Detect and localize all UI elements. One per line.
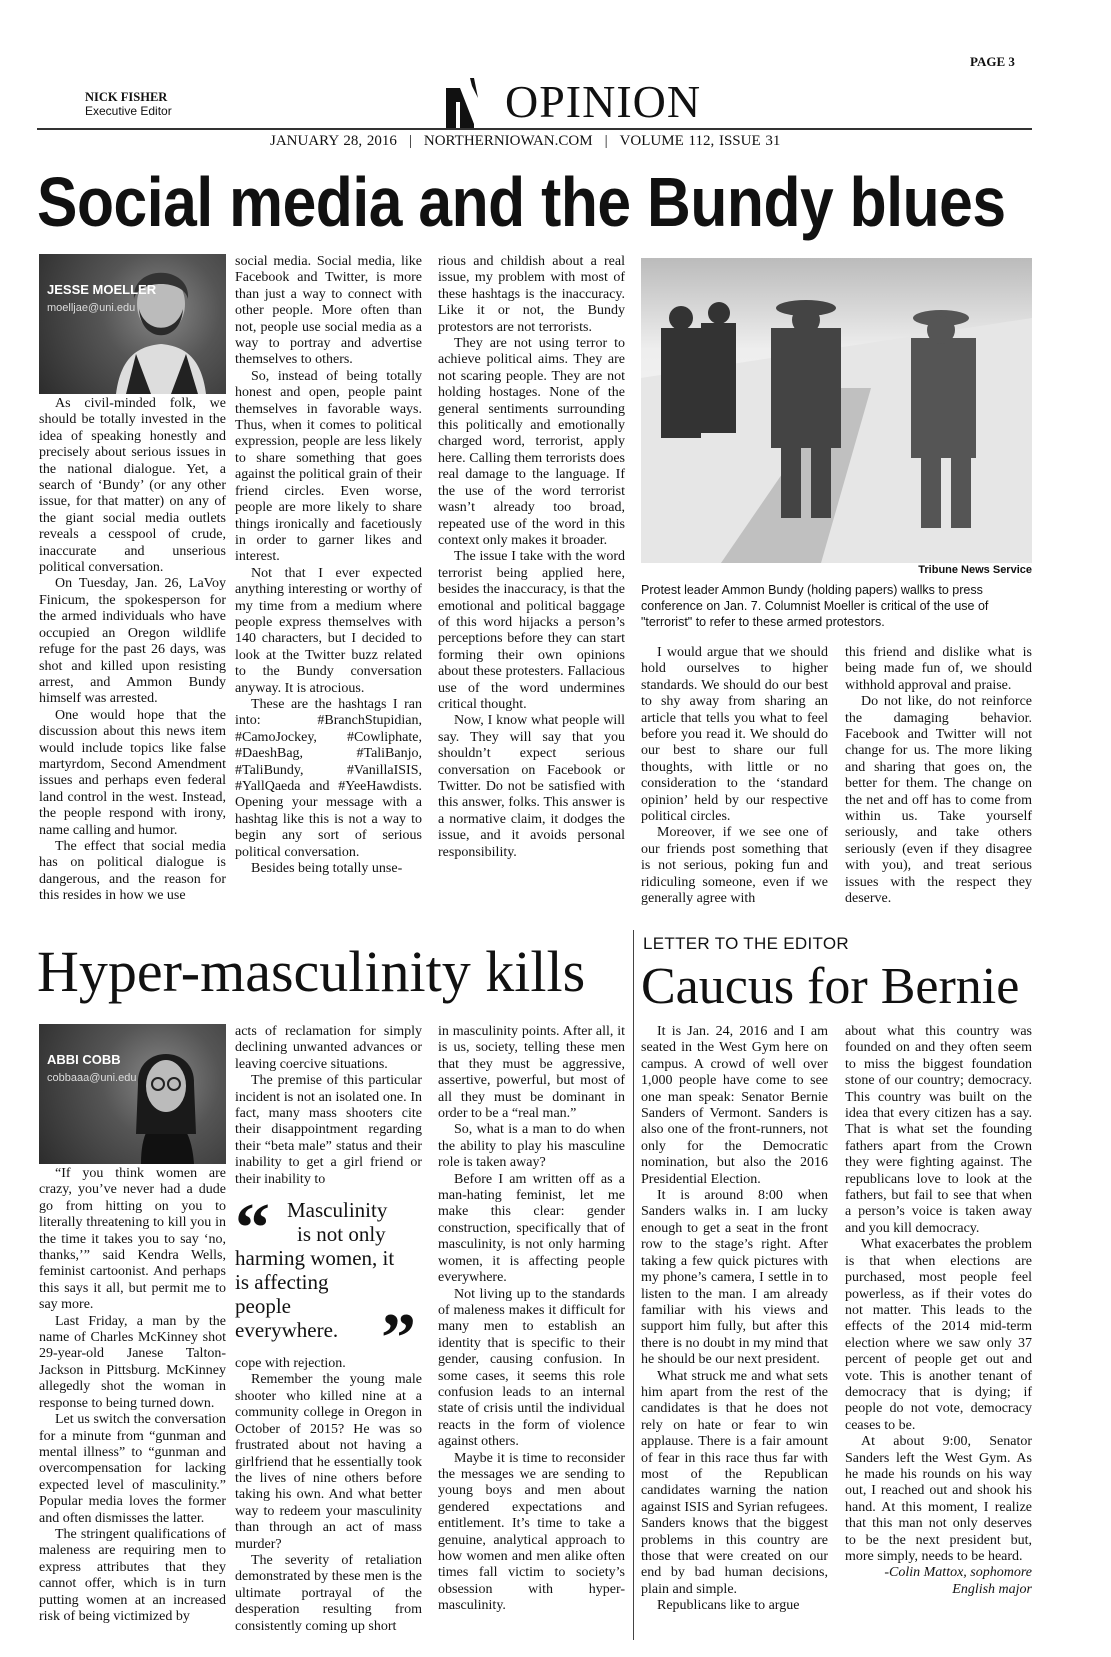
volume-issue: VOLUME 112, ISSUE 31: [619, 133, 781, 149]
paragraph: Remember the young male shooter who killed nine at a community college in Oregon in October of 2015? He was so frustrated about not having a girlfriend that he essentially took the lives of nine others before taking his own. And what better way to redeem your masculinity than through an act of mass murder?: [235, 1372, 422, 1552]
paragraph: about what this country was founded on and they often seem to miss the biggest foundation stone of our country; democracy. This country was built on the idea that every citizen has a say. That is what set the founding fathers apart from the Crown they were fighting against. The republicans love to look at the fathers, but fail to see that when a person’s voice is taken away and you kill democracy.: [845, 1024, 1032, 1236]
paragraph: They are not using terror to achieve political aims. They are not scaring people. They are not holding hostages. None of the general sentiments surrounding this politically and emotionally charged word, terrorist, apply here. Calling them terrorists does real damage to the language. If the use of the word terrorist wasn’t already too broad, repeated use of the word in this context only makes it broader.: [438, 336, 625, 548]
article2-column-1: [39, 1024, 226, 1625]
column-text: [641, 1024, 828, 1615]
paragraph: On Tuesday, Jan. 26, LaVoy Finicum, the spokesperson for the armed individuals who have occupied an Oregon wildlife refuge for the past 26 days, was shot and killed upon resisting arrest, and Ammon Bundy himself was arrested.: [39, 576, 226, 707]
paragraph: One would hope that the discussion about this news item would include topics like false martyrdom, Second Amendment issues and perhaps even federal land control in the west. Instead, the people respond with irony, name calling and humor.: [39, 707, 226, 838]
column-text: [641, 645, 828, 908]
section-title: OPINION: [505, 76, 702, 127]
pull-quote-line: is affecting: [235, 1270, 329, 1295]
paragraph: Do not like, do not reinforce the damaging behavior. Facebook and Twitter will not change for us. The more liking and sharing that goes on, the better for them. The change on the net and off has to come from within us. Take yourself seriously, and take others seriously (even if they disagree with you), and treat serious issues with the respect they deserve.: [845, 694, 1032, 907]
letter-signature-major: English major: [952, 1581, 1032, 1597]
author-portrait-icon: [106, 254, 216, 394]
separator: |: [408, 133, 412, 149]
paragraph: The issue I take with the word terrorist being applied here, besides the inaccuracy, is that the emotional and political baggage of this word hijacks a person’s perceptions before they can start forming their own opinions about these protesters. Fallacious use of the word undermines critical thought.: [438, 549, 625, 712]
paragraph: The effect that social media has on political dialogue is dangerous, and the reason for this resides in how we use: [39, 838, 226, 904]
letter-column-2: [845, 1024, 1032, 1598]
paragraph: rious and childish about a real issue, my problem with most of these hashtags is the inaccuracy. Like it or not, the Bundy protestors are not terrorists.: [438, 254, 625, 335]
paragraph: Besides being totally unse-: [251, 861, 403, 877]
author-photo: [39, 254, 226, 394]
paragraph: These are the hashtags I ran into: #BranchStupidian, #CamoJockey, #Cowliphate, #DaeshBag, #TaliBanjo, #TaliBundy, #VanillaISIS, #YallQaeda and #YeeHawdists. Opening your message with a hashtag like this is not a way to begin any sort of serious political conversation.: [235, 696, 422, 860]
letter-kicker: LETTER TO THE EDITOR: [643, 934, 849, 953]
pull-quote-line: everywhere.: [235, 1318, 339, 1343]
editor-title: Executive Editor: [85, 104, 172, 118]
news-photo: [641, 258, 1032, 563]
letter-signature: -Colin Mattox, sophomore: [884, 1565, 1032, 1581]
newspaper-logo-icon: [446, 78, 486, 128]
separator: |: [604, 133, 608, 149]
website-link: NORTHERNIOWAN.COM: [423, 133, 593, 149]
author-name: ABBI COBB: [47, 1052, 121, 1067]
letter-column-1: [641, 1024, 828, 1615]
paragraph: I would argue that we should hold ourselves to higher standards. We should do our best to shy away from sharing an article that tells you what to feel before you read it. We should do our best to share our full thoughts, with little or no consideration to the ‘standard opinion’ held by our respective political circles.: [641, 645, 828, 825]
column-text: [235, 254, 422, 877]
paragraph: cope with rejection.: [235, 1356, 346, 1372]
paragraph: this friend and dislike what is being made fun of, we should withhold approval and praise.: [845, 645, 1032, 693]
paragraph: As civil-minded folk, we should be totally invested in the idea of speaking honestly and precisely about serious issues in the national dialogue. Yet, a search of ‘Bundy’ (or any other issue, for that matter) on any of the giant social media outlets reveals a cesspool of crude, inaccurate and unserious political conversation.: [39, 396, 226, 576]
paragraph: At about 9:00, Senator Sanders left the West Gym. As he made his rounds on his way out, I reached out and shook his hand. At this moment, I realize that this man not only deserves to be the next president but, more simply, needs to be heard.: [845, 1434, 1032, 1564]
paragraph: Not that I ever expected anything interesting or worthy of my time from a medium where people express themselves with 140 characters, but I decided to look at the Twitter buzz related to the Bundy conversation anyway. It is atrocious.: [235, 565, 422, 696]
paragraph: The severity of retaliation demonstrated by these men is the ultimate portrayal of the desperation resulting from consistently coming up short: [235, 1552, 422, 1634]
photo-caption: Protest leader Ammon Bundy (holding papers) wallks to press conference on Jan. 7. Columnist Moeller is critical of the use of "terrorist" to refer to these armed protestors.: [641, 583, 989, 629]
column-text: [39, 1166, 226, 1625]
paragraph: acts of reclamation for simply declining unwanted advances or leaving coercive situations.: [235, 1024, 422, 1072]
article-headline: Hyper-masculinity kills: [37, 939, 586, 1004]
pull-quote-line: Masculinity: [287, 1198, 388, 1223]
page-number: PAGE 3: [970, 54, 1015, 69]
close-quote-icon: ”: [381, 1300, 416, 1378]
paragraph: So, instead of being totally honest and open, people paint themselves in favorable ways. Thus, when it comes to political expression, people are less likely to share something that goes against the political grain of their friend circles. Even worse, people are more likely to share things ironically and facetiously in order to garner likes and interest.: [235, 368, 422, 565]
article1-column-4: [641, 645, 828, 908]
article2-column-2: [235, 1024, 422, 1635]
paragraph: The stringent qualifications of maleness are requiring men to express attributes that they cannot offer, which is in turn putting women at an increased risk of being victimized by: [39, 1526, 226, 1624]
paragraph: Last Friday, a man by the name of Charles McKinney shot 29-year-old Janese Talton-Jackson in Pittsburg. McKinney allegedly shot the woman in response to being turned down.: [39, 1313, 226, 1411]
article1-column-1: [39, 254, 226, 905]
paragraph: Let us switch the conversation for a minute from “gunman and mental illness” to “gunman and overcompensation for lacking expected level of masculinity.” Popular media loves the former and often dismisses the latter.: [39, 1412, 226, 1526]
paragraph: It is around 8:00 when Sanders walks in. I am lucky enough to get a seat in the front row to the stage’s right. After taking a few quick pictures with my phone’s camera, I settle in to listen to the man. I am already familiar with his views and support him fully, but after this there is no doubt in my mind that he should be our next president.: [641, 1188, 828, 1368]
column-text: [845, 645, 1032, 908]
author-email[interactable]: moelljae@uni.edu: [47, 302, 136, 314]
paragraph: What exacerbates the problem is that when elections are purchased, most people feel powerless, as if their votes do not matter. This leads to the effects of the 2014 mid-term election where we saw only 37 percent of people get out and vote. This is another tenant of democracy that is dying; if people do not vote, democracy ceases to be.: [845, 1237, 1032, 1433]
paragraph: in masculinity points. After all, it is us, society, telling these men that they must be aggressive, assertive, powerful, but most of all they must be dominant in order to be a “real man.”: [438, 1024, 625, 1122]
paragraph: So, what is a man to do when the ability to play his masculine role is taken away?: [438, 1122, 625, 1171]
column-text: [39, 396, 226, 905]
paragraph: Moreover, if we see one of our friends post something that is not serious, poking fun and ridiculing someone, even if we generally agree with: [641, 825, 828, 907]
paragraph: The premise of this particular incident is not an isolated one. In fact, many mass shooters cite their disappointment regarding their “beta male” status and their inability to get a girl friend or their inability to: [235, 1073, 422, 1187]
column-text: [235, 1356, 422, 1635]
author-photo: [39, 1024, 226, 1164]
column-divider: [633, 930, 634, 1640]
paragraph: It is Jan. 24, 2016 and I am seated in the West Gym here on campus. A crowd of well over 1,000 people have come to see one man speak: Senator Bernie Sanders of Vermont. Sanders is also one of the front-runners, not only for the Democratic nomination, but also the 2016 Presidential Election.: [641, 1024, 828, 1187]
letter-headline: Caucus for Bernie: [641, 958, 1020, 1015]
issue-date: JANUARY 28, 2016: [270, 133, 397, 149]
paragraph: “If you think women are crazy, you’ve never had a dude go from hitting on you to literally threatening to kill you in the time it takes you to say ‘no, thanks,’” said Kendra Wells, feminist cartoonist. And perhaps this says it all, but permit me to say more.: [39, 1166, 226, 1313]
masthead-rule: [37, 128, 1032, 130]
dateline: [270, 133, 780, 150]
column-text: [235, 1024, 422, 1188]
article1-column-3: [438, 254, 625, 861]
column-text: [438, 1024, 625, 1615]
author-email[interactable]: cobbaaa@uni.edu: [47, 1072, 137, 1084]
article1-column-2: [235, 254, 422, 877]
paragraph: What struck me and what sets him apart from the rest of the candidates is that he does not rely on hate or fear to win applause. There is a fair amount of fear in this race thus far with most of the Republican candidates warning the nation against ISIS and Syrian refugees. Sanders knows that the biggest problems in this country are those that were created on our end by bad human decisions, plain and simple.: [641, 1368, 828, 1597]
column-text: [845, 1024, 1032, 1565]
paragraph: Not living up to the standards of maleness makes it difficult for many men to establish an identity that is specific to their gender, causing confusion. In some cases, it seems this role confusion leads to an internal state of crisis until the individual reacts in the form of violence against others.: [438, 1286, 625, 1450]
paragraph: Now, I know what people will say. They will say that you shouldn’t expect serious conversation on Facebook or Twitter. Do not be satisfied with this answer, folks. This answer is a normative claim, it dodges the issue, and it avoids personal responsibility.: [438, 713, 625, 860]
pull-quote-line: is not only: [297, 1222, 386, 1247]
article2-column-3: [438, 1024, 625, 1615]
editor-name: NICK FISHER: [85, 90, 168, 104]
pull-quote-line: harming women, it: [235, 1246, 395, 1271]
paragraph: Republicans like to argue: [657, 1598, 800, 1614]
author-name: JESSE MOELLER: [47, 282, 157, 297]
article1-column-5: [845, 645, 1032, 908]
article-headline: Social media and the Bundy blues: [37, 163, 1006, 241]
masthead-editor: [85, 90, 172, 118]
column-text: [438, 254, 625, 861]
pull-quote-line: people: [235, 1294, 291, 1319]
paragraph: Maybe it is time to reconsider the messages we are sending to young boys and men about gendered expectations and entitlement. It’s time to take a genuine, analytical approach to how women and men alike often times fall victim to society’s obsession with hyper-masculinity.: [438, 1450, 625, 1614]
photo-credit: Tribune News Service: [918, 564, 1032, 576]
open-quote-icon: “: [235, 1190, 270, 1268]
paragraph: Before I am written off as a man-hating feminist, let me make this clear: gender construction, specifically that of masculinity, is not only harming women, it is affecting people everywhere.: [438, 1171, 625, 1286]
protesters-photo-icon: [641, 258, 1032, 563]
paragraph: social media. Social media, like Facebook and Twitter, is more than just a way to connect with other people. More often than not, people use social media as a way to portray and advertise themselves to others.: [235, 254, 422, 368]
author-portrait-icon: [116, 1024, 216, 1164]
